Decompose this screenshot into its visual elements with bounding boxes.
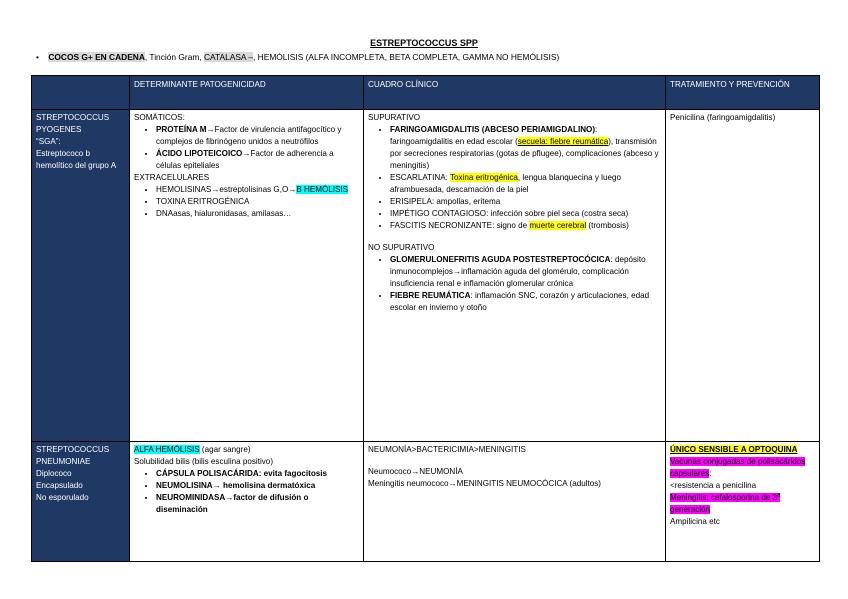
list-item — [390, 172, 661, 196]
row-head-pneumoniae — [32, 442, 130, 562]
tratamiento-pneumoniae — [666, 442, 820, 562]
item-bold: ÁCIDO LIPOTEICOICO→ — [156, 149, 251, 158]
list-item — [156, 492, 359, 516]
item-bold: PROTEÍNA M→ — [156, 125, 215, 134]
row-pyogenes — [32, 110, 820, 442]
spacer — [368, 232, 661, 242]
item-text: HEMOLISINAS→estreptolisinas G,O→ — [156, 185, 297, 194]
list-item: • IMPÉTIGO CONTAGIOSO: infección sobre piel seca (costra seca) — [390, 208, 661, 220]
row-head-line: “SGA”: — [36, 137, 61, 146]
somaticos-list — [134, 124, 359, 172]
determinante-pyogenes — [130, 110, 364, 442]
pneumo-det-list — [134, 468, 359, 516]
cuadro-pyogenes — [364, 110, 666, 442]
item-text: Factor de adherencia a células epiteliales — [156, 149, 334, 170]
alfa-line — [134, 444, 359, 456]
ampicilina-line: Ampilicina etc — [670, 517, 720, 526]
list-item — [390, 290, 661, 314]
row-head-pyogenes — [32, 110, 130, 442]
item-text: : faringoamigdalitis en edad escolar ( — [390, 125, 598, 146]
item-highlight: Vacunas conjugadas de polisacáridos capsulares — [670, 457, 806, 478]
row-head-line: Diplococo — [36, 469, 72, 478]
somaticos-label: SOMÁTICOS: — [134, 113, 185, 122]
header-determinante: DETERMINANTE PATOGENICIDAD — [130, 76, 364, 110]
list-item: • ERISIPELA: ampollas, eritema — [390, 196, 661, 208]
header-cuadro: CUADRO CLÍNICO — [364, 76, 666, 110]
supurativo-list — [368, 124, 661, 232]
no-supurativo-list — [368, 254, 661, 314]
clin-line: Neumococo→NEUMONÍA — [368, 467, 463, 476]
item-text: (trombosis) — [586, 221, 629, 230]
item-superscript: a — [777, 492, 781, 499]
list-item — [390, 220, 661, 232]
item-bold: NEUMOLISINA→ — [156, 481, 221, 490]
supurativo-label: SUPURATIVO — [368, 113, 421, 122]
row-head-line: Encapsulado — [36, 481, 83, 490]
header-row — [32, 76, 820, 110]
bullet-icon: • — [36, 52, 39, 62]
intro-part4: , HEMÓLISIS (ALFA INCOMPLETA, BETA COMPLETA, GAMMA NO HEMÓLISIS) — [253, 52, 560, 62]
row-head-line: Estreptococo b hemolítico del grupo A — [36, 149, 117, 170]
clin-line: NEUMONÍA>BACTERICIMIA>MENINGITIS — [368, 445, 526, 454]
intro-bullet — [36, 52, 559, 62]
intro-part2: , Tinción Gram, — [144, 52, 204, 62]
list-item — [156, 184, 359, 196]
no-supurativo-label: NO SUPURATIVO — [368, 243, 435, 252]
vacunas-line — [670, 456, 815, 480]
item-text: : evita fagocitosis — [258, 469, 328, 478]
list-item — [156, 148, 359, 172]
item-text: hemolisina dermatóxica — [220, 481, 316, 490]
clin-line: Meningitis neumococo→MENINGITIS NEUMOCÓCICA (adultos) — [368, 479, 601, 488]
determinante-pneumoniae — [130, 442, 364, 562]
row-pneumoniae — [32, 442, 820, 562]
item-text: factor de difusión o diseminación — [156, 493, 309, 514]
list-item — [156, 480, 359, 492]
item-highlight: ALFA HEMÓLISIS — [134, 445, 200, 454]
item-bold: FIEBRE REUMÁTICA — [390, 291, 471, 300]
item-text: ESCARLATINA: — [390, 173, 450, 182]
header-empty — [32, 76, 130, 110]
item-bold: CÁPSULA POLISACÁRIDA — [156, 469, 259, 478]
list-item — [156, 468, 359, 480]
item-text: FASCITIS NECRONIZANTE: signo de — [390, 221, 530, 230]
resistencia-line: <resistencia a penicilina — [670, 481, 757, 490]
row-head-line: STREPTOCOCCUS PYOGENES — [36, 113, 110, 134]
header-tratamiento: TRATAMIENTO Y PREVENCIÓN — [666, 76, 820, 110]
item-highlight: ÚNICO SENSIBLE A OPTOQUINA — [670, 445, 798, 454]
item-highlight: Meningitis: cefalosporina de 3 — [670, 493, 778, 502]
list-item — [390, 124, 661, 172]
item-highlight: generación — [670, 505, 711, 514]
item-bold: FARINGOAMIGDALITIS (ABCESO PERIAMIGDALINO) — [390, 125, 596, 134]
item-highlight: B HEMÓLISIS — [296, 185, 349, 194]
row-head-line: No esporulado — [36, 493, 89, 502]
list-item: • TOXINA ERITROGÉNICA — [156, 196, 359, 208]
item-text: , lengua blanquecina y luego aframbuesada, descamación de la piel — [390, 173, 621, 194]
item-text: : — [709, 469, 712, 478]
item-bold: GLOMERULONEFRITIS AGUDA POSTESTREPTOCÓCICA — [390, 255, 611, 264]
solubilidad-line: Solubilidad bilis (bilis esculina positivo) — [134, 457, 274, 466]
item-text: : inflamación SNC, corazón y articulaciones, edad escolar en invierno y otoño — [390, 291, 650, 312]
intro-part3: CATALASA – — [204, 52, 254, 62]
streptococcus-table — [31, 75, 820, 562]
item-text: ), transmisión por secreciones respiratorias (gotas de pflugee), complicaciones (abceso y meningitis) — [390, 137, 659, 170]
list-item — [156, 124, 359, 148]
tratamiento-pyogenes: Penicilina (faringoamigdalitis) — [666, 110, 820, 442]
row-head-line: STREPTOCOCCUS PNEUMONIAE — [36, 445, 110, 466]
item-bold: NEUROMINIDASA→ — [156, 493, 234, 502]
list-item — [390, 254, 661, 290]
list-item: • DNAasas, hialuronidasas, amilasas… — [156, 208, 359, 220]
meningitis-line — [670, 492, 815, 516]
optoquina-line — [670, 444, 815, 456]
extracelulares-label: EXTRACELULARES — [134, 173, 210, 182]
item-text: : depósito inmunocomplejos→inflamación aguda del glomérulo, complicación insuficiencia renal e inflamación glomerular crónica — [390, 255, 646, 288]
cuadro-pneumoniae — [364, 442, 666, 562]
extracelulares-list — [134, 184, 359, 220]
item-highlight: secuela: fiebre reumática — [517, 137, 609, 146]
item-text: (agar sangre) — [199, 445, 251, 454]
page-title: ESTREPTOCOCCUS SPP — [370, 38, 478, 48]
item-highlight: muerte cerebral — [529, 221, 587, 230]
spacer — [368, 456, 661, 466]
intro-part1: COCOS G+ EN CADENA — [48, 52, 145, 62]
item-text: Factor de virulencia antifagocítico y complejos de fibrinógeno unidos a neutrófilos — [156, 125, 342, 146]
item-highlight: Toxina eritrogénica — [449, 173, 518, 182]
